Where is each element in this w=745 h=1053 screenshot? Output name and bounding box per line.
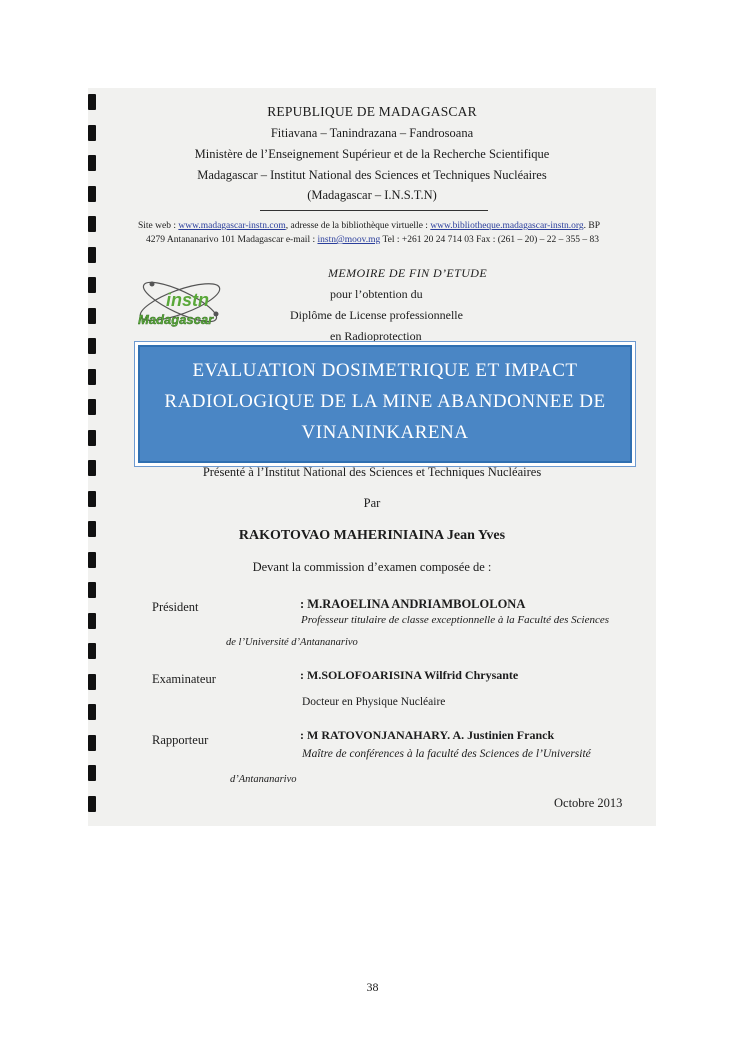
binding-hole: [88, 308, 96, 324]
phone-text: Tel : +261 20 24 714 03 Fax : (261 – 20) – 22 – 355 – 83: [382, 235, 600, 245]
bp-label: . BP: [583, 221, 601, 231]
presented-to: Présenté à l’Institut National des Sciences et Techniques Nucléaires: [202, 465, 542, 479]
instn-logo: [130, 270, 230, 340]
library-link[interactable]: www.bibliotheque.madagascar-instn.org: [430, 221, 584, 231]
memoire-line-3: Diplôme de License professionnelle: [290, 308, 463, 322]
republic-title: REPUBLIQUE DE MADAGASCAR: [267, 104, 477, 119]
library-label: , adresse de la bibliothèque virtuelle :: [285, 221, 428, 231]
address-text: 4279 Antananarivo 101 Madagascar e-mail :: [146, 235, 316, 245]
email-link[interactable]: instn@moov.mg: [317, 235, 381, 245]
header-divider: [260, 210, 488, 211]
reporter-desc-1: Maître de conférences à la faculté des Sciences de l’Université: [302, 748, 591, 760]
thesis-title-line-2: RADIOLOGIQUE DE LA MINE ABANDONNEE DE: [164, 391, 606, 412]
thesis-title-line-1: EVALUATION DOSIMETRIQUE ET IMPACT: [192, 360, 578, 381]
examiner-desc: Docteur en Physique Nucléaire: [302, 696, 446, 708]
author-name: RAKOTOVAO MAHERINIAINA Jean Yves: [238, 528, 506, 543]
ministry-name: Ministère de l’Enseignement Supérieur et de la Recherche Scientifique: [194, 147, 550, 161]
binding-hole: [88, 582, 96, 598]
binding-hole: [88, 247, 96, 263]
institute-name: Madagascar – Institut National des Sciences et Techniques Nucléaires: [197, 168, 547, 182]
jury-intro: Devant la commission d’examen composée de :: [252, 560, 492, 574]
binding-hole: [88, 704, 96, 720]
institute-acronym: (Madagascar – I.N.S.T.N): [307, 188, 437, 202]
binding-hole: [88, 796, 96, 812]
binding-hole: [88, 674, 96, 690]
reporter-desc-2: d’Antananarivo: [230, 774, 297, 785]
memoire-line-2: pour l’obtention du: [330, 287, 423, 301]
binding-hole: [88, 735, 96, 751]
memoire-line-4: en Radioprotection: [330, 329, 422, 343]
memoire-title: MEMOIRE DE FIN D’ETUDE: [328, 266, 488, 280]
binding-hole: [88, 765, 96, 781]
binding-hole: [88, 643, 96, 659]
examiner-name: : M.SOLOFOARISINA Wilfrid Chrysante: [300, 668, 519, 682]
by-label: Par: [363, 496, 381, 510]
reporter-role: Rapporteur: [152, 733, 209, 747]
thesis-title-line-3: VINANINKARENA: [301, 422, 469, 443]
binding-hole: [88, 399, 96, 415]
president-desc-2: de l’Université d’Antananarivo: [226, 637, 358, 648]
binding-hole: [88, 369, 96, 385]
reporter-name: : M RATOVONJANAHARY. A. Justinien Franck: [300, 728, 555, 742]
president-desc-1: Professeur titulaire de classe exceptionnelle à la Faculté des Sciences: [301, 614, 610, 626]
examiner-role: Examinateur: [152, 672, 216, 686]
contact-line-1: [138, 221, 600, 231]
binding-hole: [88, 613, 96, 629]
page-number: 38: [366, 980, 379, 994]
binding-hole: [88, 277, 96, 293]
logo-text-bottom: Madagascar: [138, 312, 214, 327]
binding-hole: [88, 216, 96, 232]
contact-line-2: [146, 235, 599, 245]
national-motto: Fitiavana – Tanindrazana – Fandrosoana: [270, 126, 474, 140]
binding-hole: [88, 338, 96, 354]
president-role: Président: [152, 600, 199, 614]
site-link[interactable]: www.madagascar-instn.com: [178, 221, 286, 231]
scanned-cover-page: [88, 88, 656, 826]
binding-hole: [88, 430, 96, 446]
atom-logo-icon: [130, 270, 230, 340]
submission-date: Octobre 2013: [554, 796, 623, 810]
logo-text-top: instn: [166, 290, 209, 310]
site-label: Site web :: [138, 221, 176, 231]
president-name: : M.RAOELINA ANDRIAMBOLOLONA: [300, 597, 526, 611]
thesis-title-banner: [138, 345, 632, 463]
